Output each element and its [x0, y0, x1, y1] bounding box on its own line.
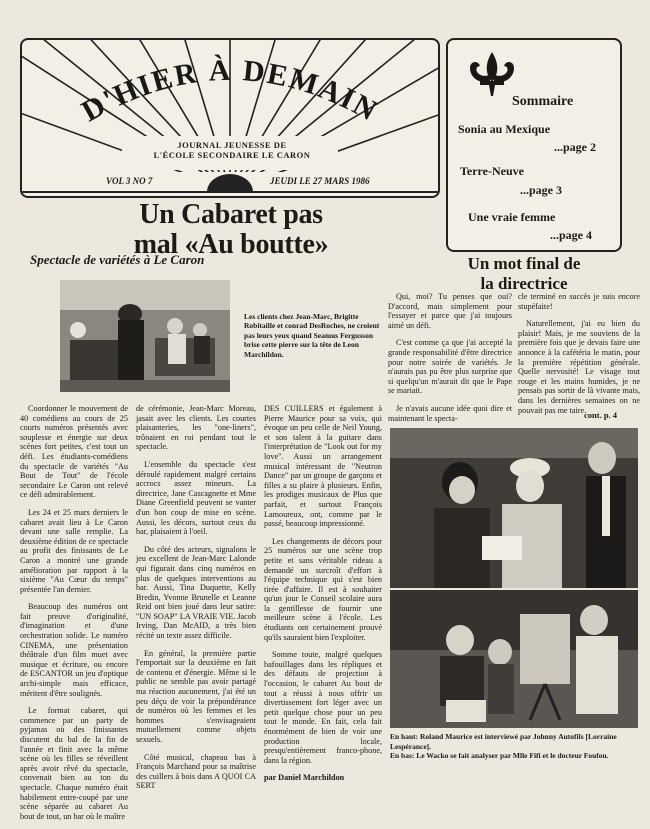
paragraph: Je n'avais aucune idée quoi dire et maintenant le specta-	[388, 403, 512, 423]
caption-line: En haut: Roland Maurice est interviewé par Johnny Autofils [Lorraine Lespérance].	[390, 732, 617, 751]
main-subheadline: Spectacle de variétés à Le Caron	[30, 252, 205, 267]
contents-item-page: ...page 4	[550, 228, 592, 242]
paragraph: Qui, moi? Tu penses que oui? D'accord, mais simplement pour l'essayer et parce que j'ai toujours aimé un défi.	[388, 292, 512, 330]
article-column	[136, 404, 256, 799]
paragraph: Les 24 et 25 mars derniers le cabaret avait lieu à Le Caron devant une salle remplie. La deuxième édition de ce spectacle au profit des finissants de Le Caron a montré une grande amélioration par rapport à la sixième "Au Cœur du temps" présentée l'an dernier.	[20, 507, 128, 594]
sunburst-graphic	[22, 40, 438, 196]
continued-label: cont. p. 4	[584, 410, 618, 420]
paragraph: C'est comme ça que j'ai accepté la grande responsabilité d'être directrice pour notre soirée de variétés. Je n'aurais pas pu être plus surprise que si quelqu'un m'aurait dit que le Pape se mariait.	[388, 338, 512, 396]
contents-item-label: Une vraie femme	[468, 210, 556, 224]
paragraph: Coordonner le mouvement de 40 comédiens au cours de 25 courts numéros présentés avec souplesse et énergie sur deux scènes fort petites, c'est tout un défi. Les étudiants-comédiens du spectacle de variétés "Au Bout de Tout" de l'école secondaire Le Caron ont relevé ce défi admirablement.	[20, 404, 128, 500]
paragraph: DES CUILLERS et également à Pierre Maurice pour sa voix, qui évoque un peu celle de Neil Young, et son talent à la guitare dans l'interprétation de "Look out for my love". Aussi un arrangement musical intéressant de "Neutron Dance" par un groupe de garçons et filles a su plaire à plusieurs. Enfin, les prodiges musicaux de Plus que parfait, et surtout François Lamoureux, ont, comme par le passé, beaucoup impressionné.	[264, 404, 382, 529]
subtitle-line: JOURNAL JEUNESSE DE	[177, 140, 287, 150]
headline-line: Un mot final de	[467, 254, 581, 273]
headline-line: la directrice	[480, 274, 568, 293]
article-column	[388, 292, 512, 431]
paragraph: Du côté des acteurs, signalons le jeu excellent de Jean-Marc Lalonde qui figurait dans cinq numéros en plus de quelques interventions au bar. Aussi, Tina Duquette, Kelly Bredin, Yvonne Brunelle et Leanne Reid ont bien joué dans leur satire: "UN SOAP" LA VRAIE VIE. Jacob Irving, Dan McAID, a très bien récité un texte assez difficile.	[136, 544, 256, 641]
contents-item-label: Sonia au Mexique	[458, 122, 551, 136]
contents-title: Sommaire	[512, 94, 574, 109]
masthead-title: D'HIER À DEMAIN	[76, 53, 384, 129]
photo-caption-bottom	[390, 732, 640, 761]
article-column	[264, 404, 382, 791]
paragraph: de cérémonie, Jean-Marc Moreau, jasait avec les clients. Les courtes plaisanteries, les "one-liners", trônaient en roi pendant tout le spectacle.	[136, 404, 256, 452]
cabaret-photo	[60, 280, 230, 392]
analysis-photo	[390, 590, 638, 728]
paragraph: Beaucoup des numéros ont fait preuve d'originalité, d'imagination et d'une orchestration solide. Le numéro CINEMA, une présentation théâtrale d'un film muet avec musique et écriture, ou encore de ESCANTOR un jeu d'optique archi-simple mais efficace, méritent d'être soulignés.	[20, 602, 128, 698]
paragraph: En général, la première partie l'emportait sur la deuxième en fait de contenu et d'énergie. Même si le public ne semble pas avoir partagé ma réaction aucunement, j'ai été un peu déçu de voir la prépondérance de numéros où les femmes et les hommes s'envisageaient mutuellement comme objets sexuels.	[136, 648, 256, 744]
headline-line: mal «Au boutte»	[133, 229, 329, 260]
masthead-subtitle	[132, 140, 332, 160]
photo-caption: Les clients chez Jean-Marc, Brigitte Robitaille et conrad DesRoches, ne croient pas leurs yeux quand Seamus Fergusson brise cette pierre sur la tête de Leon Marchildon.	[244, 312, 380, 359]
paragraph: Le format cabaret, qui commence par un party de pyjamas où des finissantes discutent du bal de la fin de l'année et finit avec la même scène où les filles se réveillent après avoir rêvé du spectacle, convenait bien au ton du spectacle. Chaque numéro était habilement entre-coupé par une scène séparée au cabaret Au bout de tout, un bar où le maître	[20, 706, 128, 821]
paragraph: Les changements de décors pour 25 numéros sur une scène trop petite et sans véritable rideau a demandé un surcroît d'effort à l'équipe technique qui s'est bien tirée d'affaire. Il est à souhaiter qu'un jour le Conseil scolaire aura la gentillesse de fournir une meilleure scène à l'école. Les étudiants ont certainement prouvé qu'ils sauraient bien l'exploiter.	[264, 536, 382, 642]
second-headline	[408, 254, 640, 294]
paragraph: Naturellement, j'ai eu bien du plaisir! Mais, je me souviens de la première fois que je devais faire une annonce à la cafétéria le matin, pour la première répétition générale. Quelle nervosité! Le visage tout rouge et les mains humides, je ne pensais pas sortir de là vivante mais, dans les dernières semaines on ne pouvait pas me taire.	[518, 319, 640, 415]
headline-line: Un Cabaret pas	[139, 199, 323, 230]
paragraph: Somme toute, malgré quelques bafouillages dans les répliques et des défauts de projection à l'occasion, le cabaret Au bout de tout a réussi à nous offrir un divertissement fort léger avec un petit quelque chose pour un peu tout le monde. En fait, cela fait énormément de bien de voir une production locale, presqu'entièrement franco-phone, dans la région.	[264, 650, 382, 765]
byline: par Daniel Marchildon	[264, 773, 345, 783]
contents-item-label: Terre-Neuve	[460, 164, 524, 178]
article-column	[20, 404, 128, 829]
subtitle-line: L'ÉCOLE SECONDAIRE LE CARON	[153, 150, 311, 160]
paragraph: L'ensemble du spectacle s'est déroulé rapidement malgré certains accrocs assez mineurs. La directrice, Jane Cascagnette et Mme Diane Greenfield peuvent se vanter d'un bon coup de mise en scène. Aussi, les décors, surtout ceux du bar, plaisaient à l'oeil.	[136, 459, 256, 537]
table-of-contents	[446, 38, 622, 252]
masthead	[20, 38, 440, 198]
volume-number: VOL 3 NO 7	[106, 176, 153, 186]
contents-item-page: ...page 3	[520, 183, 562, 197]
article-column	[518, 292, 640, 423]
issue-date: JEUDI LE 27 MARS 1986	[270, 176, 370, 186]
paragraph: cle terminé en succès je suis encore stupéfaite!	[518, 292, 640, 311]
paragraph: Côté musical, chapeau bas à François Marchand pour sa maîtrise des cuillers à bois dans A QUOI CA SERT	[136, 752, 256, 791]
caption-line: En bas: Le Wacko se fait analyser par Mlle Fifi et le docteur Foufou.	[390, 751, 609, 761]
contents-item-page: ...page 2	[554, 140, 596, 154]
interview-photo	[390, 428, 638, 588]
main-headline	[66, 200, 396, 260]
